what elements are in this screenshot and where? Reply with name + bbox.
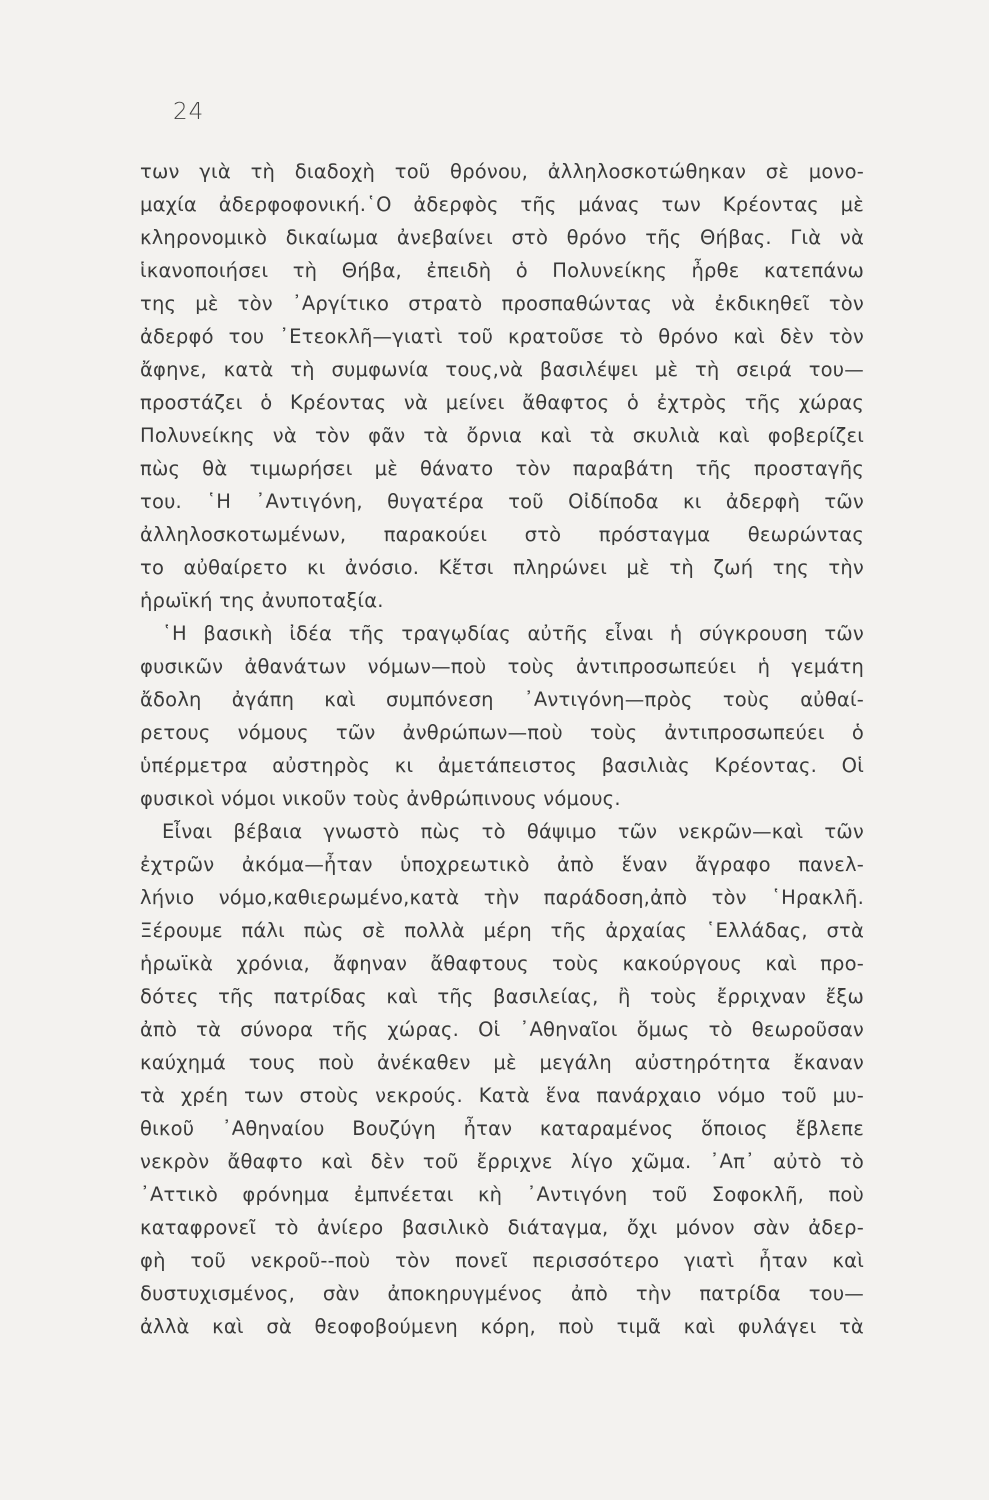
text-line: μαχία ἀδερφοφονική.῾Ο ἀδερφὸς τῆς μάνας των Κρέοντας μὲ	[140, 193, 864, 216]
page-number: 24	[173, 99, 205, 125]
paragraph-start-line: ῾Η βασικὴ ἰδέα τῆς τραγῳδίας αὐτῆς εἶναι ἡ σύγκρουση τῶν	[162, 622, 864, 645]
body-text	[140, 155, 864, 1343]
text-line: νεκρὸν ἄθαφτο καὶ δὲν τοῦ ἔρριχνε λίγο χῶμα. ᾿Απ᾿ αὐτὸ τὸ	[140, 1150, 864, 1173]
text-line: κληρονομικὸ δικαίωμα ἀνεβαίνει στὸ θρόνο τῆς Θήβας. Γιὰ νὰ	[140, 226, 864, 249]
text-line: Πολυνείκης νὰ τὸν φᾶν τὰ ὄρνια καὶ τὰ σκυλιὰ καὶ φοβερίζει	[140, 424, 864, 447]
text-line: καταφρονεῖ τὸ ἀνίερο βασιλικὸ διάταγμα, ὄχι μόνον σὰν ἀδερ-	[140, 1216, 864, 1239]
text-line: ἐχτρῶν ἀκόμα—ἦταν ὑποχρεωτικὸ ἀπὸ ἕναν ἄγραφο πανελ-	[140, 853, 864, 876]
text-line: ρετους νόμους τῶν ἀνθρώπων—ποὺ τοὺς ἀντιπροσωπεύει ὁ	[140, 721, 864, 744]
text-line: ἄφηνε, κατὰ τὴ συμφωνία τους,νὰ βασιλέψει μὲ τὴ σειρά του—	[140, 358, 864, 381]
text-line: ἱκανοποιήσει τὴ Θήβα, ἐπειδὴ ὁ Πολυνείκης ἦρθε κατεπάνω	[140, 259, 864, 282]
text-line: Ξέρουμε πάλι πὼς σὲ πολλὰ μέρη τῆς ἀρχαίας ῾Ελλάδας, στὰ	[140, 919, 864, 942]
text-line: προστάζει ὁ Κρέοντας νὰ μείνει ἄθαφτος ὁ ἐχτρὸς τῆς χώρας	[140, 391, 864, 414]
text-line: τὰ χρέη των στοὺς νεκρούς. Κατὰ ἕνα πανάρχαιο νόμο τοῦ μυ-	[140, 1084, 864, 1107]
text-line: δυστυχισμένος, σὰν ἀποκηρυγμένος ἀπὸ τὴν πατρίδα του—	[140, 1282, 864, 1305]
text-line: ἀλληλοσκοτωμένων, παρακούει στὸ πρόσταγμα θεωρώντας	[140, 523, 864, 546]
text-line: φὴ τοῦ νεκροῦ--ποὺ τὸν πονεῖ περισσότερο γιατὶ ἦταν καὶ	[140, 1249, 864, 1272]
text-line: ἄδολη ἀγάπη καὶ συμπόνεση ᾿Αντιγόνη—πρὸς τοὺς αὐθαί-	[140, 688, 864, 711]
text-line: του. ῾Η ᾿Αντιγόνη, θυγατέρα τοῦ Οἰδίποδα κι ἀδερφὴ τῶν	[140, 490, 864, 513]
paragraph-start-line: Εἶναι βέβαια γνωστὸ πὼς τὸ θάψιμο τῶν νεκρῶν—καὶ τῶν	[162, 820, 864, 843]
text-line: λήνιο νόμο,καθιερωμένο,κατὰ τὴν παράδοση,ἀπὸ τὸν ῾Ηρακλῆ.	[140, 886, 864, 909]
text-line: των γιὰ τὴ διαδοχὴ τοῦ θρόνου, ἀλληλοσκοτώθηκαν σὲ μονο-	[140, 160, 864, 183]
text-line: πὼς θὰ τιμωρήσει μὲ θάνατο τὸν παραβάτη τῆς προσταγῆς	[140, 457, 864, 480]
text-line: ἀπὸ τὰ σύνορα τῆς χώρας. Οἱ ᾿Αθηναῖοι ὅμως τὸ θεωροῦσαν	[140, 1018, 864, 1041]
text-line: το αὐθαίρετο κι ἀνόσιο. Κἔτσι πληρώνει μὲ τὴ ζωή της τὴν	[140, 556, 864, 579]
paragraph-end-line: ἡρωϊκή της ἀνυποταξία.	[140, 589, 384, 612]
text-line: ἀλλὰ καὶ σὰ θεοφοβούμενη κόρη, ποὺ τιμᾶ καὶ φυλάγει τὰ	[140, 1315, 864, 1338]
text-line: θικοῦ ᾿Αθηναίου Βουζύγη ἦταν καταραμένος ὅποιος ἔβλεπε	[140, 1117, 864, 1140]
text-line: ἀδερφό του ᾿Ετεοκλῆ—γιατὶ τοῦ κρατοῦσε τὸ θρόνο καὶ δὲν τὸν	[140, 325, 864, 348]
text-line: ἡρωϊκὰ χρόνια, ἄφηναν ἄθαφτους τοὺς κακούργους καὶ προ-	[140, 952, 864, 975]
text-line: ᾿Αττικὸ φρόνημα ἐμπνέεται κὴ ᾿Αντιγόνη τοῦ Σοφοκλῆ, ποὺ	[140, 1183, 864, 1206]
paragraph-end-line: φυσικοὶ νόμοι νικοῦν τοὺς ἀνθρώπινους νόμους.	[140, 787, 621, 810]
text-line: φυσικῶν ἀθανάτων νόμων—ποὺ τοὺς ἀντιπροσωπεύει ἡ γεμάτη	[140, 655, 864, 678]
text-line: δότες τῆς πατρίδας καὶ τῆς βασιλείας, ἢ τοὺς ἔρριχναν ἔξω	[140, 985, 864, 1008]
text-line: της μὲ τὸν ᾿Αργίτικο στρατὸ προσπαθώντας νὰ ἐκδικηθεῖ τὸν	[140, 292, 864, 315]
text-line: ὑπέρμετρα αὐστηρὸς κι ἀμετάπειστος βασιλιὰς Κρέοντας. Οἱ	[140, 754, 864, 777]
text-line: καύχημά τους ποὺ ἀνέκαθεν μὲ μεγάλη αὐστηρότητα ἔκαναν	[140, 1051, 864, 1074]
